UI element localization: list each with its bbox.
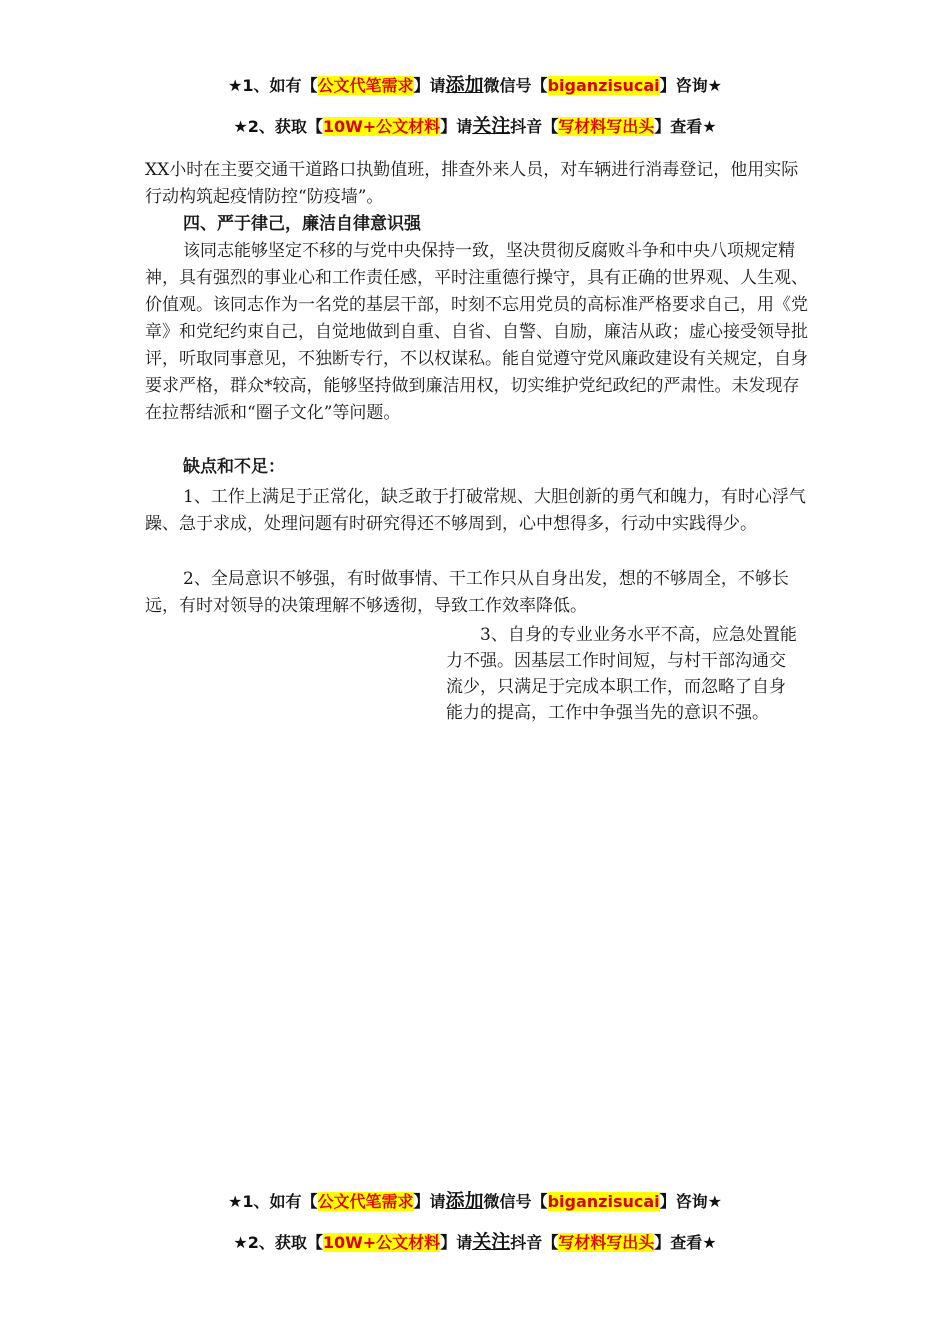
banner-text: 微信号【 bbox=[483, 1192, 548, 1211]
banner-highlight: 公文代笔需求 bbox=[317, 1192, 414, 1211]
banner-text: 】查看★ bbox=[654, 117, 717, 136]
shortcoming-item-1: 1、工作上满足于正常化，缺乏敢于打破常规、大胆创新的勇气和魄力，有时心浮气躁、急于求成，处理问题有时研究得还不够周到，心中想得多，行动中实践得少。 bbox=[145, 487, 806, 534]
banner-text: ★1、如有【 bbox=[228, 1192, 318, 1211]
banner-text: 】请 bbox=[413, 76, 446, 95]
banner-text: 抖音【 bbox=[510, 117, 559, 136]
banner-text: 】查看★ bbox=[654, 1233, 717, 1252]
banner-text: 】请 bbox=[440, 117, 473, 136]
banner-text: 】咨询★ bbox=[659, 1192, 722, 1211]
banner-highlight: 写材料写出头 bbox=[558, 117, 655, 136]
banner-emphasis: 添加 bbox=[445, 1190, 484, 1212]
banner-highlight: biganzisucai bbox=[547, 76, 660, 95]
banner-text: ★2、获取【 bbox=[233, 117, 323, 136]
banner-highlight: 10W+公文材料 bbox=[322, 1233, 441, 1252]
top-banner-line-2 bbox=[0, 111, 950, 138]
shortcoming-item-2: 2、全局意识不够强，有时做事情、干工作只从自身出发，想的不够周全，不够长远，有时对领导的决策理解不够透彻，导致工作效率降低。 bbox=[145, 569, 789, 616]
paragraph-continuation: XX小时在主要交通干道路口执勤值班，排查外来人员，对车辆进行消毒登记，他用实际行动构筑起疫情防控“防疫墙”。 bbox=[145, 160, 799, 207]
banner-text: 】请 bbox=[440, 1233, 473, 1252]
banner-emphasis: 关注 bbox=[472, 115, 511, 137]
banner-text: 】请 bbox=[413, 1192, 446, 1211]
banner-highlight: 10W+公文材料 bbox=[322, 117, 441, 136]
banner-highlight: 写材料写出头 bbox=[558, 1233, 655, 1252]
section-heading-4: 四、严于律己，廉洁自律意识强 bbox=[183, 214, 421, 234]
top-banner-line-1 bbox=[0, 70, 950, 97]
shortcoming-item-3: 3、自身的专业业务水平不高，应急处置能力不强。因基层工作时间短，与村干部沟通交流少，只满足于完成本职工作，而忽略了自身能力的提高，工作中争强当先的意识不强。 bbox=[446, 625, 797, 723]
banner-text: 微信号【 bbox=[483, 76, 548, 95]
banner-highlight: biganzisucai bbox=[547, 1192, 660, 1211]
banner-emphasis: 关注 bbox=[472, 1231, 511, 1253]
banner-highlight: 公文代笔需求 bbox=[317, 76, 414, 95]
banner-text: 抖音【 bbox=[510, 1233, 559, 1252]
shortcomings-heading: 缺点和不足： bbox=[183, 457, 285, 477]
paragraph-integrity: 该同志能够坚定不移的与党中央保持一致，坚决贯彻反腐败斗争和中央八项规定精神，具有强烈的事业心和工作责任感，平时注重德行操守，具有正确的世界观、人生观、价值观。该同志作为一名党的基层干部，时刻不忘用党员的高标准严格要求自己，用《党章》和党纪约束自己，自觉地做到自重、自省、自警、自励，廉洁从政；虚心接受领导批评，听取同事意见，不独断专行，不以权谋私。能自觉遵守党风廉政建设有关规定，自身要求严格，群众*较高，能够坚持做到廉洁用权，切实维护党纪政纪的严肃性。未发现存在拉帮结派和“圈子文化”等问题。 bbox=[145, 241, 808, 423]
bottom-banner-line-1 bbox=[0, 1186, 950, 1213]
banner-text: ★1、如有【 bbox=[228, 76, 318, 95]
banner-text: ★2、获取【 bbox=[233, 1233, 323, 1252]
banner-emphasis: 添加 bbox=[445, 74, 484, 96]
bottom-banner-line-2 bbox=[0, 1227, 950, 1254]
banner-text: 】咨询★ bbox=[659, 76, 722, 95]
